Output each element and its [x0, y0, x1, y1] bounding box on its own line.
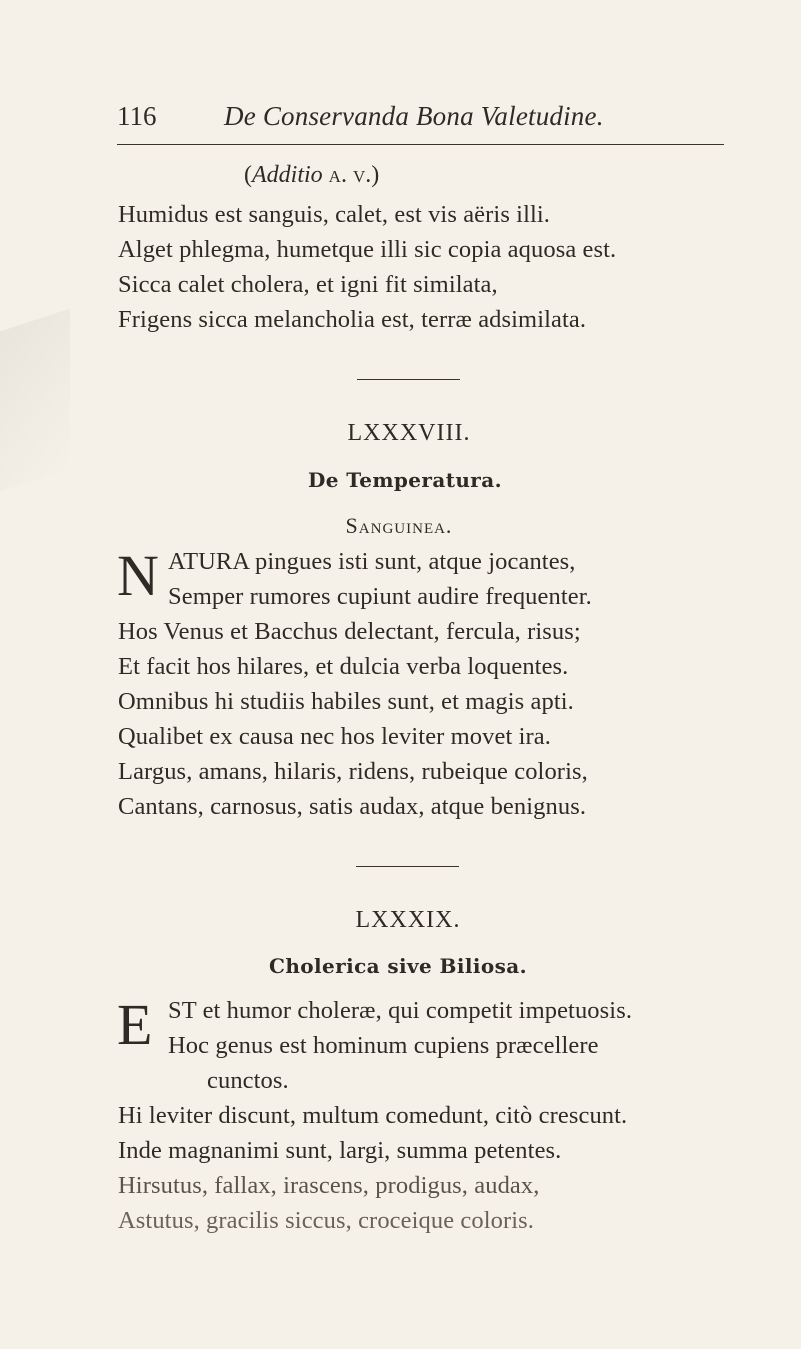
intro-line-2: Alget phlegma, humetque illi sic copia aquosa est. — [118, 236, 617, 263]
section-88-line-8: Cantans, carnosus, satis audax, atque benignus. — [118, 793, 587, 820]
section-88-line-4: Et facit hos hilares, et dulcia verba loquentes. — [118, 653, 569, 680]
section-89-line-4: Hi leviter discunt, multum comedunt, citò crescunt. — [118, 1102, 628, 1129]
section-title-89: Cholerica sive Biliosa. — [269, 954, 527, 978]
section-88-line-7: Largus, amans, hilaris, ridens, rubeique coloris, — [118, 758, 588, 785]
page-header — [117, 103, 707, 137]
section-subtitle-88: Sanguinea. — [345, 513, 453, 538]
section-88-line-5: Omnibus hi studiis habiles sunt, et magis apti. — [118, 688, 574, 715]
section-title-88: De Temperatura. — [308, 468, 502, 492]
section-89-line-1: ST et humor choleræ, qui competit impetuosis. — [168, 997, 633, 1024]
paper-shadow — [0, 309, 70, 492]
section-88-line-3: Hos Venus et Bacchus delectant, fercula, risus; — [118, 618, 581, 645]
addition-open-paren: ( — [244, 162, 252, 188]
intro-line-1: Humidus est sanguis, calet, est vis aëris illi. — [118, 201, 551, 228]
intro-line-3: Sicca calet cholera, et igni fit similata, — [118, 271, 498, 298]
running-title: De Conservanda Bona Valetudine. — [224, 101, 604, 131]
page-number: 116 — [117, 101, 157, 131]
section-89-line-6: Hirsutus, fallax, irascens, prodigus, audax, — [118, 1172, 540, 1199]
intro-line-4: Frigens sicca melancholia est, terræ adsimilata. — [118, 306, 587, 333]
section-89-line-5: Inde magnanimi sunt, largi, summa petentes. — [118, 1137, 562, 1164]
section-88-line-1: ATURA pingues isti sunt, atque jocantes, — [168, 548, 576, 575]
addition-close-paren: ) — [371, 162, 380, 188]
section-number-89: LXXXIX. — [355, 907, 461, 933]
section-rule-89 — [356, 866, 459, 867]
header-rule — [117, 144, 724, 145]
dropcap-n: N — [117, 543, 159, 608]
section-89-line-3: cunctos. — [207, 1067, 289, 1094]
dropcap-e: E — [117, 992, 153, 1057]
section-89-line-2: Hoc genus est hominum cupiens præcellere — [168, 1032, 599, 1059]
section-number-88: LXXXVIII. — [347, 420, 471, 446]
addition-small-caps-text: a. v. — [328, 162, 372, 188]
section-88-line-6: Qualibet ex causa nec hos leviter movet ira. — [118, 723, 551, 750]
addition-note — [244, 163, 564, 187]
section-rule-88 — [357, 379, 460, 380]
section-89-line-7: Astutus, gracilis siccus, croceique coloris. — [118, 1207, 535, 1234]
addition-italic-text: Additio — [252, 162, 323, 188]
section-88-line-2: Semper rumores cupiunt audire frequenter. — [168, 583, 592, 610]
